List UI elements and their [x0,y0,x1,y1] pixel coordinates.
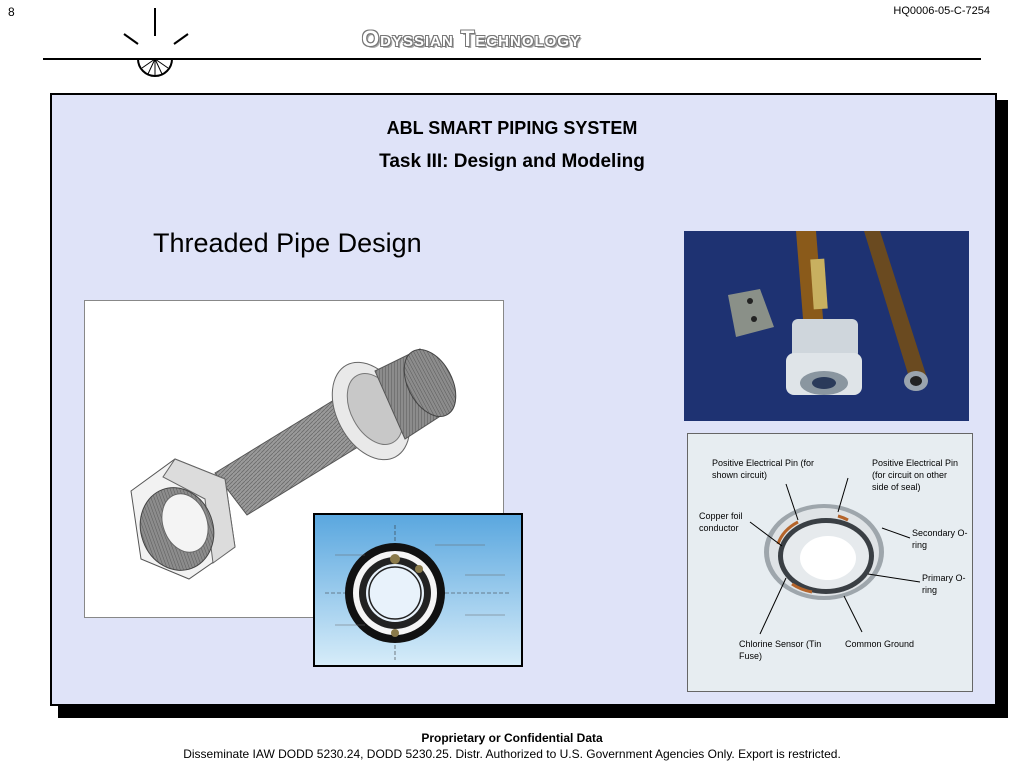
label-pin-shown: Positive Electrical Pin (for shown circuit) [712,458,815,480]
footer-proprietary-notice: Proprietary or Confidential Data [421,731,603,745]
prototype-photo [684,231,969,421]
document-id: HQ0006-05-C-7254 [893,5,990,17]
label-pin-other: Positive Electrical Pin (for circuit on other side of seal) [872,458,959,492]
prototype-pipe-illustration [684,231,969,421]
slide-title: ABL SMART PIPING SYSTEM [386,118,638,138]
label-copper-foil: Copper foil conductor [699,511,743,533]
page-number: 8 [8,5,15,19]
company-logo-text: Odyssian Technology [362,26,582,51]
label-common-ground: Common Ground [845,639,915,649]
header-rule [43,58,981,60]
seal-photo [687,433,973,692]
seal-cross-section-drawing [315,515,521,665]
engineering-drawing-image [313,513,523,667]
section-heading: Threaded Pipe Design [153,228,422,258]
label-secondary-oring: Secondary O-ring [912,528,968,550]
footer-distribution-notice: Disseminate IAW DODD 5230.24, DODD 5230.25. Distr. Authorized to U.S. Government Agencies Only. Export is restricted. [183,747,841,761]
label-chlorine-sensor: Chlorine Sensor (Tin Fuse) [739,639,822,661]
sun-logo-icon [118,6,198,78]
label-primary-oring: Primary O-ring [922,573,966,595]
slide-subtitle: Task III: Design and Modeling [379,151,645,172]
